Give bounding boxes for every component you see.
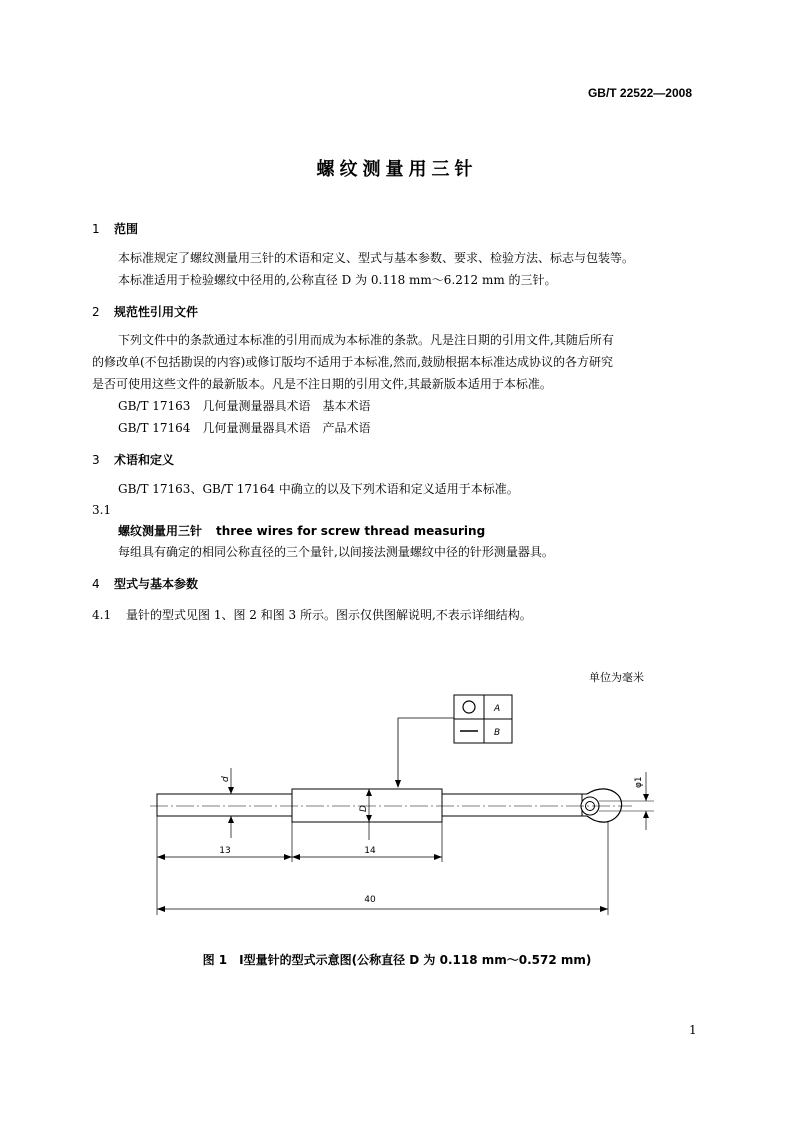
section-number: 2 [92,305,100,319]
dim-14 [292,846,442,860]
dim-d [221,768,234,838]
section-title: 型式与基本参数 [114,577,199,591]
dim-13 [157,846,292,860]
paragraph: 量针的型式见图 1、图 2 和图 3 所示。图示仅供图解说明,不表示详细结构。 [126,608,532,622]
paragraph-line: 的修改单(不包括勘误的内容)或修订版均不适用于本标准,然而,鼓励根据本标准达成协议的各方研究 [92,355,613,369]
paragraph-line: 是否可使用这些文件的最新版本。凡是不注日期的引用文件,其最新版本适用于本标准。 [92,377,552,391]
reference-item: GB/T 17163 几何量测量器具术语 基本术语 [118,399,371,413]
section-title: 术语和定义 [114,453,175,467]
section-number: 1 [92,222,100,236]
section-title: 范围 [114,222,139,236]
subsection-number: 3.1 [92,503,112,517]
section-4-heading [92,575,198,592]
section-title: 规范性引用文件 [114,305,199,319]
paragraph: GB/T 17163、GB/T 17164 中确立的以及下列术语和定义适用于本标准。 [118,482,519,496]
term-english: three wires for screw thread measuring [216,524,486,538]
subsection-4-1 [92,604,532,626]
section-3-heading [92,451,174,468]
leader-arrow [395,780,401,788]
paragraph: 本标准规定了螺纹测量用三针的术语和定义、型式与基本参数、要求、检验方法、标志与包装等。 [118,251,635,265]
label-d: d [221,776,231,782]
label-D: D [359,805,369,812]
label-hole: φ1 [634,776,644,788]
term-chinese: 螺纹测量用三针 [118,524,203,538]
tolerance-frame [454,695,512,743]
page-title: 螺纹测量用三针 [316,159,478,180]
wire-body [150,789,632,822]
leader-line [398,718,454,785]
unit-note: 单位为毫米 [589,671,644,684]
page-number: 1 [689,1023,697,1037]
paragraph: 本标准适用于检验螺纹中径用的,公称直径 D 为 0.118 mm～6.212 mm 的三针。 [118,273,557,287]
roundness-icon [463,701,475,713]
dim-14-value: 14 [364,846,376,856]
standard-number: GB/T 22522—2008 [587,86,692,100]
section-1-heading [92,220,138,237]
section-2-heading [92,303,198,320]
dim-13-value: 13 [219,846,231,856]
paragraph-line: 下列文件中的条款通过本标准的引用而成为本标准的条款。凡是注日期的引用文件,其随后所有 [118,333,614,347]
datum-b: B [494,728,501,738]
dim-40-value: 40 [364,895,376,905]
dim-40 [157,895,608,912]
figure-caption: 图 1 Ⅰ型量针的型式示意图(公称直径 D 为 0.118 mm～0.572 mm) [202,953,592,967]
reference-item: GB/T 17164 几何量测量器具术语 产品术语 [118,421,371,435]
datum-a: A [494,704,501,714]
term-entry [118,520,485,542]
section-number: 4 [92,577,100,591]
wire-drawing [140,690,670,930]
term-definition: 每组具有确定的相同公称直径的三个量针,以间接法测量螺纹中径的针形测量器具。 [118,545,554,559]
subsection-number: 4.1 [92,608,112,622]
section-number: 3 [92,453,100,467]
